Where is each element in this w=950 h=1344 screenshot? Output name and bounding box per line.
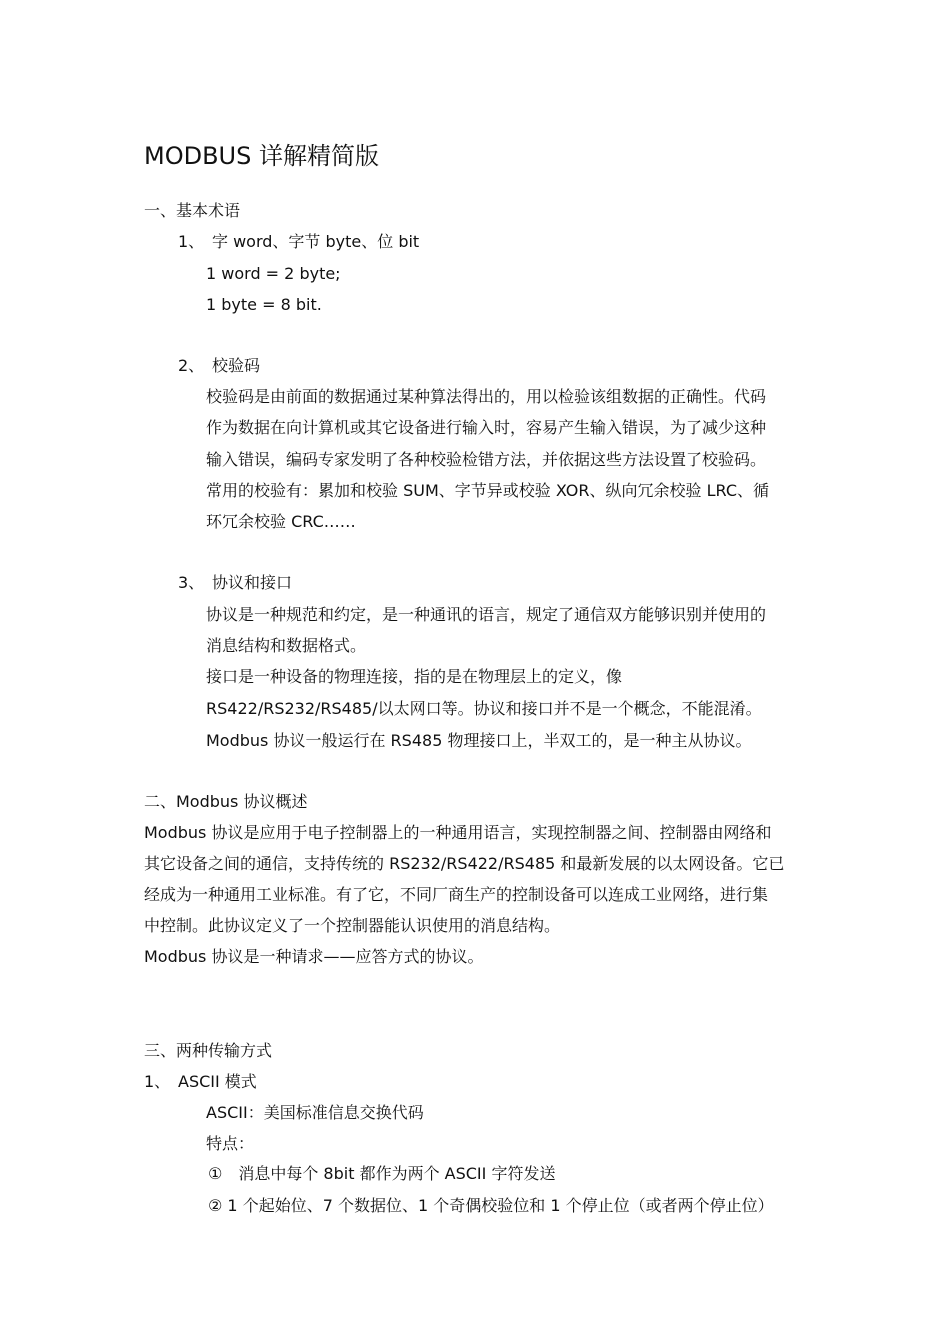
paragraph-line: 环冗余校验 CRC…… [206, 512, 356, 531]
paragraph-line: ASCII：美国标准信息交换代码 [206, 1103, 424, 1122]
page-title: MODBUS 详解精简版 [144, 142, 379, 170]
paragraph-line: 协议是一种规范和约定，是一种通讯的语言，规定了通信双方能够识别并使用的 [206, 605, 767, 624]
bullet-point: ② 1 个起始位、7 个数据位、1 个奇偶校验位和 1 个停止位（或者两个停止位） [208, 1196, 774, 1215]
paragraph-line: 消息结构和数据格式。 [206, 636, 367, 655]
paragraph-line: 校验码是由前面的数据通过某种算法得出的，用以检验该组数据的正确性。代码 [206, 387, 767, 406]
list-item-heading [144, 1072, 257, 1092]
paragraph-line: 1 word = 2 byte; [206, 264, 341, 283]
list-item-heading [178, 356, 260, 376]
list-number: 1、 [178, 232, 205, 251]
paragraph-line: Modbus 协议一般运行在 RS485 物理接口上，半双工的，是一种主从协议。 [206, 731, 752, 750]
list-item-heading [178, 232, 419, 252]
list-label: ASCII 模式 [178, 1072, 257, 1091]
paragraph-line: 中控制。此协议定义了一个控制器能认识使用的消息结构。 [144, 916, 561, 935]
paragraph-line: 其它设备之间的通信，支持传统的 RS232/RS422/RS485 和最新发展的以太网设备。它已 [144, 854, 785, 873]
paragraph-line: Modbus 协议是应用于电子控制器上的一种通用语言，实现控制器之间、控制器由网络和 [144, 823, 772, 842]
paragraph-line: 输入错误，编码专家发明了各种校验检错方法，并依据这些方法设置了校验码。 [206, 450, 767, 469]
list-number: 1、 [144, 1072, 171, 1091]
list-label: 校验码 [212, 356, 261, 375]
paragraph-line: 接口是一种设备的物理连接，指的是在物理层上的定义，像 [206, 667, 623, 686]
paragraph-line: 作为数据在向计算机或其它设备进行输入时，容易产生输入错误，为了减少这种 [206, 418, 767, 437]
paragraph-line: Modbus 协议是一种请求——应答方式的协议。 [144, 947, 484, 966]
paragraph-line: 1 byte = 8 bit. [206, 295, 322, 314]
section-heading: 一、基本术语 [144, 201, 241, 220]
list-label: 字 word、字节 byte、位 bit [212, 232, 420, 251]
section-heading: 三、两种传输方式 [144, 1041, 273, 1060]
list-item-heading [178, 573, 292, 593]
list-number: 2、 [178, 356, 205, 375]
paragraph-line: 常用的校验有：累加和校验 SUM、字节异或校验 XOR、纵向冗余校验 LRC、循 [206, 481, 769, 500]
paragraph-line: 特点： [206, 1134, 255, 1153]
list-label: 协议和接口 [212, 573, 293, 592]
paragraph-line: 经成为一种通用工业标准。有了它，不同厂商生产的控制设备可以连成工业网络，进行集 [144, 885, 769, 904]
bullet-point: ① 消息中每个 8bit 都作为两个 ASCII 字符发送 [208, 1164, 556, 1183]
section-heading: 二、Modbus 协议概述 [144, 792, 308, 811]
list-number: 3、 [178, 573, 205, 592]
paragraph-line: RS422/RS232/RS485/以太网口等。协议和接口并不是一个概念，不能混淆。 [206, 699, 762, 718]
